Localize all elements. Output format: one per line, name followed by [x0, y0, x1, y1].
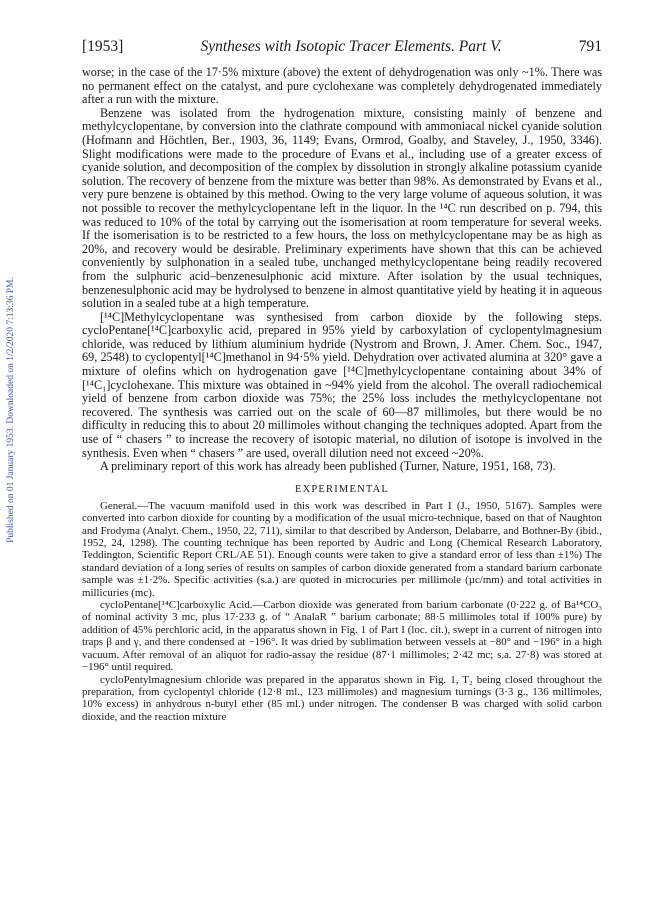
- page: [82, 38, 602, 723]
- paragraph: A preliminary report of this work has already been published (Turner, Nature, 1951, 168, 73).: [100, 459, 556, 474]
- section-heading: EXPERIMENTAL: [294, 483, 390, 495]
- experimental-paragraph: cycloPentylmagnesium chloride was prepared in the apparatus shown in Fig. 1, T₂ being closed throughout the preparation, from cyclopentyl chloride (12·8 ml., 123 millimoles) and magnesium turnings (3·3 g., 136 millimoles, 10% excess) in anhydrous n-butyl ether (85 ml.) under nitrogen. The condenser B was charged with solid carbon dioxide, and the reaction mixture: [82, 673, 602, 723]
- header-title: Syntheses with Isotopic Tracer Elements. Part V.: [200, 38, 502, 55]
- header-year: [1953]: [82, 38, 124, 55]
- paragraph: Benzene was isolated from the hydrogenation mixture, consisting mainly of benzene and methylcyclopentane, by conversion into the clathrate compound with ammoniacal nickel cyanide solution (Hofmann and Höchtlen, Ber., 1903, 36, 1149; Evans, Ormrod, Goalby, and Staveley, J., 1950, 3346). Slight modifications were made to the procedure of Evans et al., including use of a greater excess of cyanide solution, and decomposition of the complex by dissolution in strongly alkaline potassium cyanide solution. The recovery of benzene from the mixture was better than 98%. As demonstrated by Evans et al., very pure benzene is obtained by this method. Owing to the very large volume of aqueous solution, it was not possible to recover the methylcyclopentane left in the liquor. In the ¹⁴C run described on p. 794, this was reduced to 10% of the total by carrying out the isomerisation at room temperature for several weeks. If the isomerisation is to be restricted to a few hours, the loss on methylcyclopentane may be as high as 20%, and recovery would be desirable. Preliminary experiments have shown that this can be achieved conveniently by sulphonation in a sealed tube, unchanged methylcyclopentane being readily recovered from the sulphuric acid–benzenesulphonic acid mixture. After isolation by the usual techniques, benzenesulphonic acid may be hydrolysed to benzene in almost quantitative yield by heating it in aqueous solution in a sealed tube at a high temperature.: [82, 105, 602, 311]
- running-header: [82, 38, 602, 56]
- paragraph: worse; in the case of the 17·5% mixture (above) the extent of dehydrogenation was only ~1%. There was no permanent effect on the catalyst, and pure cyclohexane was completely dehydrogenated immediately after a run with the mixture.: [82, 65, 602, 107]
- paragraph: [¹⁴C]Methylcyclopentane was synthesised from carbon dioxide by the following steps. cycloPentane[¹⁴C]carboxylic acid, prepared in 95% yield by carboxylation of cyclopentylmagnesium chloride, was reduced by lithium aluminium hydride (Nystrom and Brown, J. Amer. Chem. Soc., 1947, 69, 2548) to cyclopentyl[¹⁴C]methanol in 94·5% yield. Dehydration over activated alumina at 320° gave a mixture of olefins which on hydrogenation gave [¹⁴C]methylcyclopentane containing about 34% of [¹⁴C₁]cyclohexane. This mixture was obtained in ~94% yield from the alcohol. The overall radiochemical yield of benzene from carbon dioxide was 75%; the 25% loss includes the methylcyclopentane not recovered. The synthesis was carried out on the scale of 60—87 millimoles, but there would be no difficulty in reducing this to about 20 millimoles without changing the techniques adopted. Apart from the use of “ chasers ” to increase the recovery of isotopic material, no dilution of isotope is involved in the synthesis. Even when “ chasers ” are used, overall dilution need not exceed ~20%.: [82, 309, 602, 460]
- experimental-paragraph: General.—The vacuum manifold used in this work was described in Part I (J., 1950, 5167). Samples were converted into carbon dioxide for counting by a modification of the usual micro-technique, based on that of Naughton and Frodyma (Analyt. Chem., 1950, 22, 711), similar to that described by Anderson, Delabarre, and Bothner-By (ibid., 1952, 24, 1298). The counting technique has been reported by Audric and Long (Chemical Research Laboratory, Teddington, Scientific Report CRL/AE 51). Enough counts were taken to give a standard error of less than ±1%) The standard deviation of a long series of results on samples of carbon dioxide generated from a standard barium carbonate sample was ±1·2%. Specific activities (s.a.) are quoted in microcuries per millimole (µc/mm) and total activities in millicuries (mc).: [82, 499, 602, 599]
- download-stamp: Published on 01 January 1953. Downloaded on 1/2/2020 7:13:36 PM.: [6, 277, 17, 543]
- experimental-paragraph: cycloPentane[¹⁴C]carboxylic Acid.—Carbon dioxide was generated from barium carbonate (0·222 g. of Ba¹⁴CO₃ of nominal activity 3 mc, plus 17·233 g. of “ AnalaR ” barium carbonate; 88·5 millimoles total if 100% pure) by addition of 45% perchloric acid, in the apparatus shown in Fig. 1 of Part I (loc. cit.), swept in a current of nitrogen into traps β and γ, and there condensed at −196°. It was dried by sublimation between vessels at −80° and −196° in a high vacuum. After removal of an aliquot for radio-assay the residue (87·1 millimoles; 2·42 mc; s.a. 27·8) was stored at −196° until required.: [82, 599, 602, 674]
- page-number: 791: [578, 38, 602, 55]
